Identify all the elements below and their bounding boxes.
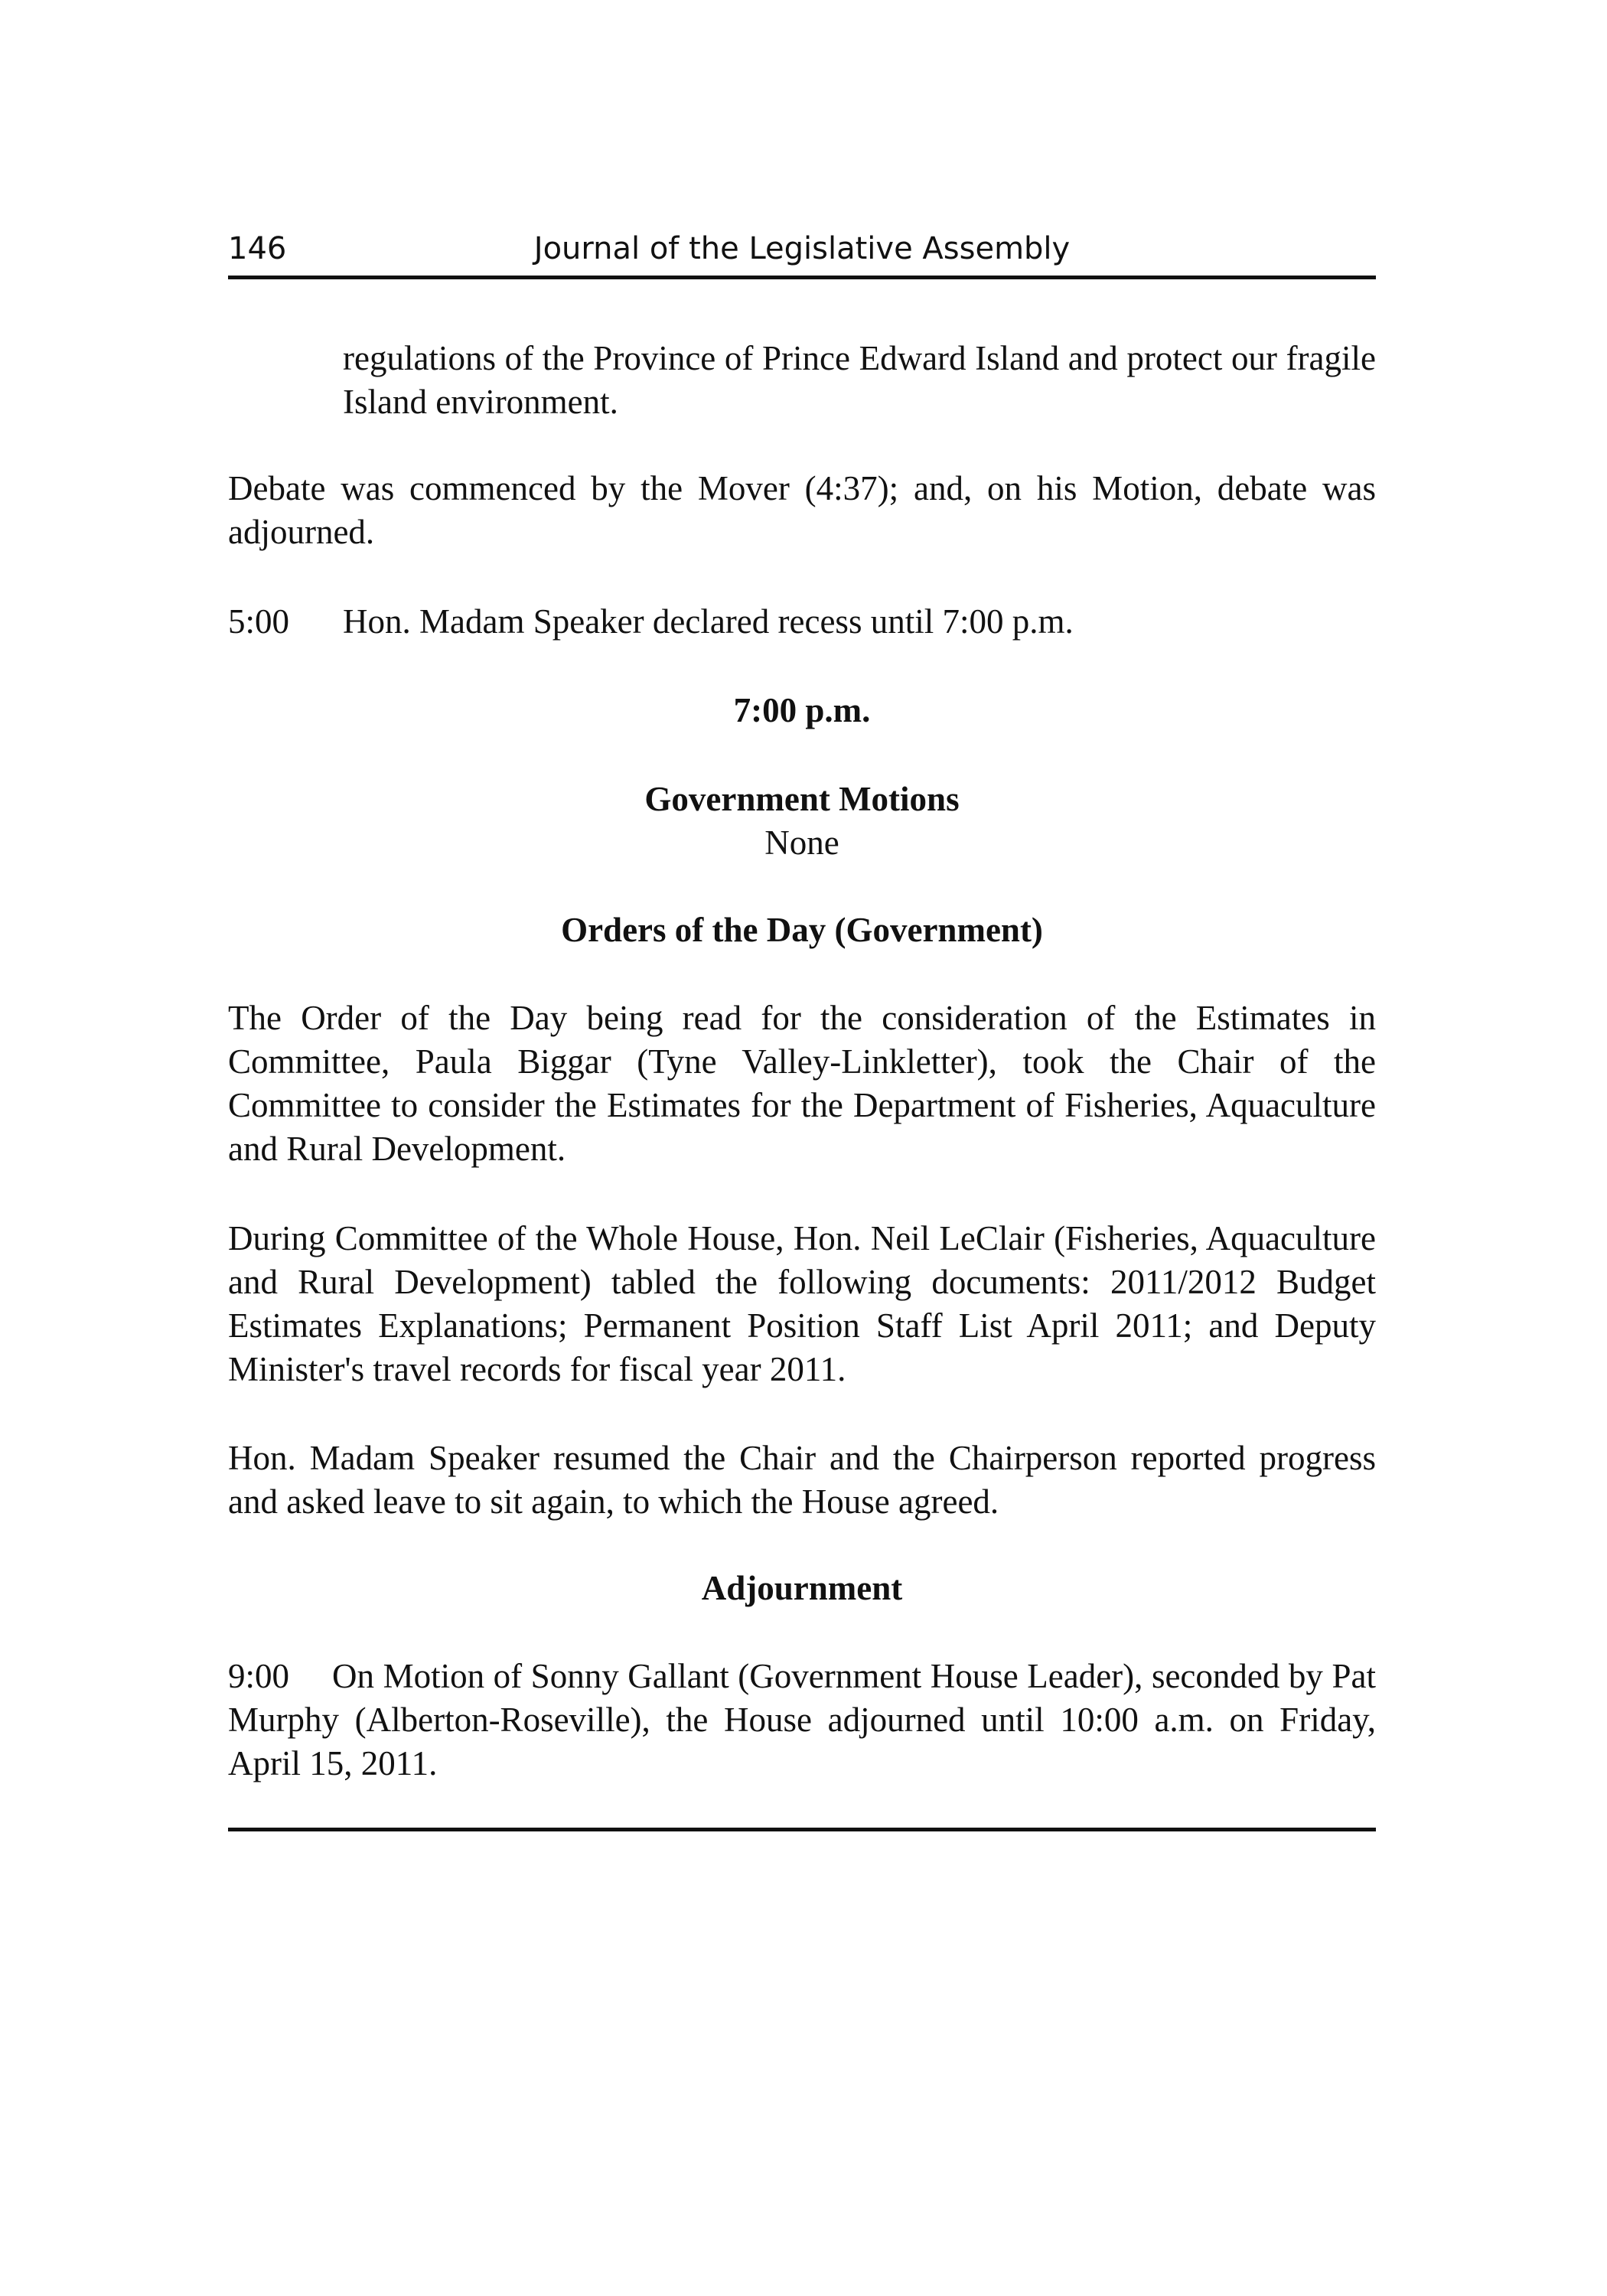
tabled-documents-paragraph: During Committee of the Whole House, Hon. Neil LeClair (Fisheries, Aquaculture and Rural Development) tabled the following documents: 2011/2012 Budget Estimates Explanations; Permanent Position Staff List April 2011; and Deputy Minister's travel records for fiscal year 2011. bbox=[228, 1219, 1376, 1388]
estimates-paragraph: The Order of the Day being read for the consideration of the Estimates in Committee, Paula Biggar (Tyne Valley-Linkletter), took the Chair of the Committee to consider the Estimates for the Department of Fisheries, Aquaculture and Rural Development. bbox=[228, 999, 1376, 1168]
recess-text: Hon. Madam Speaker declared recess until 7:00 p.m. bbox=[343, 602, 1074, 641]
government-motions-status: None bbox=[764, 823, 839, 862]
adjournment-heading: Adjournment bbox=[701, 1569, 903, 1607]
adjournment-time: 9:00 bbox=[228, 1657, 290, 1695]
page-header bbox=[228, 230, 1376, 279]
bottom-rule bbox=[228, 1828, 1376, 1831]
government-motions-heading: Government Motions bbox=[644, 780, 960, 818]
recess-entry bbox=[228, 600, 1376, 644]
evening-time-heading: 7:00 p.m. bbox=[733, 691, 871, 729]
page-number: 146 bbox=[228, 231, 287, 266]
continued-resolution-text: regulations of the Province of Prince Edward Island and protect our fragile Island environment. bbox=[343, 339, 1376, 421]
debate-paragraph: Debate was commenced by the Mover (4:37); and, on his Motion, debate was adjourned. bbox=[228, 469, 1376, 551]
adjournment-paragraph bbox=[228, 1655, 1376, 1786]
running-title: Journal of the Legislative Assembly bbox=[533, 231, 1071, 266]
adjournment-text: On Motion of Sonny Gallant (Government House Leader), seconded by Pat Murphy (Alberton-Roseville), the House adjourned until 10:00 a.m. on Friday, April 15, 2011. bbox=[228, 1657, 1376, 1782]
speaker-resumed-paragraph: Hon. Madam Speaker resumed the Chair and the Chairperson reported progress and asked leave to sit again, to which the House agreed. bbox=[228, 1439, 1376, 1521]
recess-time: 5:00 bbox=[228, 602, 290, 641]
orders-of-the-day-heading: Orders of the Day (Government) bbox=[561, 911, 1043, 949]
